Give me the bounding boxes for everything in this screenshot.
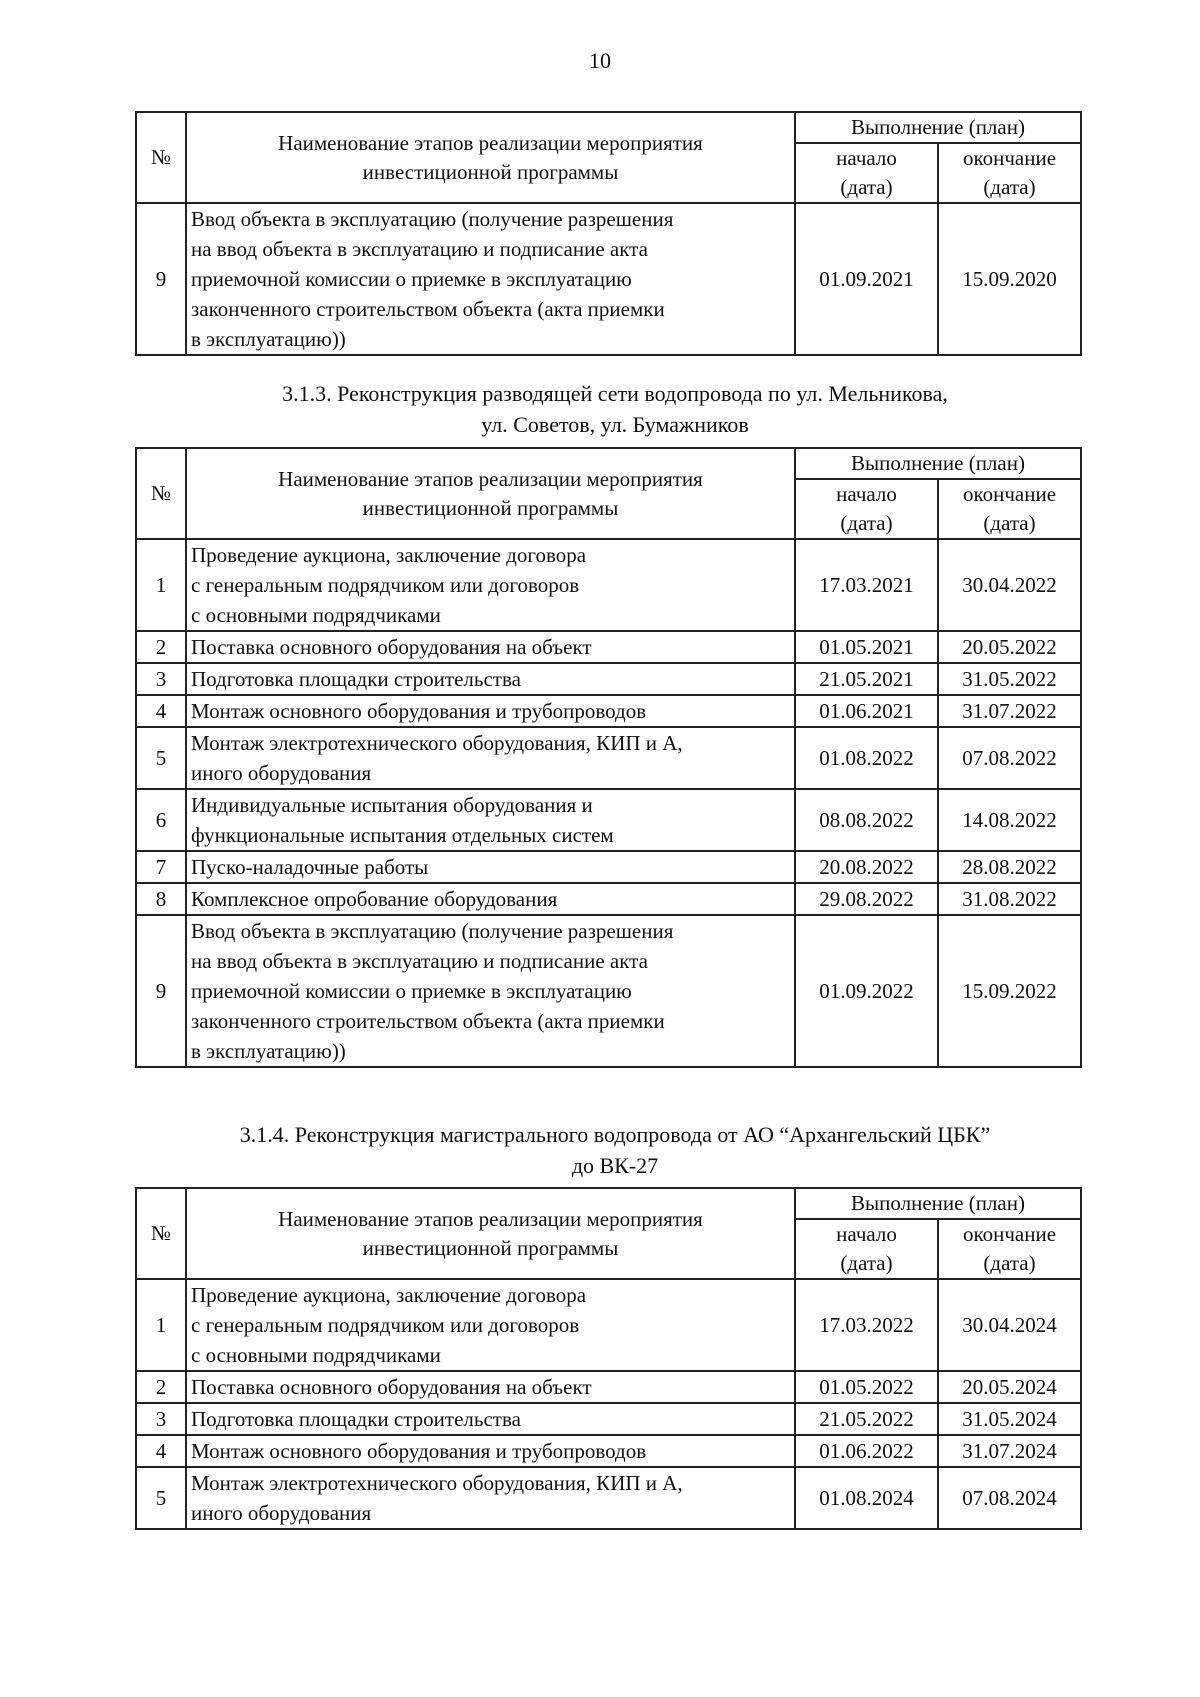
row-stage-name-line: Пуско-наладочные работы: [191, 855, 429, 879]
row-start-date: 01.08.2022: [795, 727, 938, 789]
row-start-date: 01.08.2024: [795, 1467, 938, 1529]
row-stage-name-line: с основными подрядчиками: [191, 603, 441, 627]
table-row: [136, 1467, 1081, 1529]
row-number: 6: [136, 789, 186, 851]
row-number: 9: [136, 915, 186, 1067]
row-number: 4: [136, 695, 186, 727]
row-stage-name: [186, 915, 795, 1067]
row-stage-name-line: Монтаж основного оборудования и трубопроводов: [191, 699, 647, 723]
row-stage-name-line: на ввод объекта в эксплуатацию и подписание акта: [191, 237, 648, 261]
row-stage-name: [186, 851, 795, 883]
header-end: [938, 479, 1081, 539]
header-num: №: [136, 112, 186, 203]
header-start-line1: начало: [836, 1222, 897, 1246]
row-start-date: 01.09.2022: [795, 915, 938, 1067]
row-stage-name-line: Подготовка площадки строительства: [191, 1407, 521, 1431]
row-stage-name-line: приемочной комиссии о приемке в эксплуатацию: [191, 267, 632, 291]
row-number: 9: [136, 203, 186, 355]
row-start-date: 01.09.2021: [795, 203, 938, 355]
header-stage-name: [186, 1188, 795, 1279]
row-stage-name-line: функциональные испытания отдельных систем: [191, 823, 614, 847]
header-end-line2: (дата): [983, 1251, 1036, 1275]
header-end-line1: окончание: [962, 482, 1057, 506]
row-start-date: 01.05.2021: [795, 631, 938, 663]
header-end-line2: (дата): [983, 511, 1036, 535]
row-stage-name-line: Ввод объекта в эксплуатацию (получение разрешения: [191, 919, 674, 943]
header-end-line2: (дата): [983, 175, 1036, 199]
row-start-date: 21.05.2021: [795, 663, 938, 695]
header-stage-name: [186, 112, 795, 203]
row-number: 7: [136, 851, 186, 883]
row-stage-name-line: Подготовка площадки строительства: [191, 667, 521, 691]
header-stage-name-line2: инвестиционной программы: [362, 495, 619, 520]
table-row: [136, 539, 1081, 631]
table-row: [136, 631, 1081, 663]
row-stage-name-line: Монтаж электротехнического оборудования, КИП и А,: [191, 731, 683, 755]
row-stage-name: [186, 539, 795, 631]
row-stage-name: [186, 883, 795, 915]
row-end-date: 31.08.2022: [938, 883, 1081, 915]
header-plan: Выполнение (план): [795, 448, 1081, 479]
section-313-title-line2: ул. Советов, ул. Бумажников: [481, 412, 749, 437]
row-stage-name: [186, 1279, 795, 1371]
row-stage-name: [186, 789, 795, 851]
row-stage-name: [186, 1371, 795, 1403]
row-stage-name-line: с генеральным подрядчиком или договоров: [191, 573, 580, 597]
row-end-date: 30.04.2022: [938, 539, 1081, 631]
header-start-line1: начало: [836, 146, 897, 170]
row-stage-name-line: на ввод объекта в эксплуатацию и подписание акта: [191, 949, 648, 973]
row-start-date: 08.08.2022: [795, 789, 938, 851]
row-stage-name: [186, 1467, 795, 1529]
header-start: [795, 479, 938, 539]
row-stage-name: [186, 631, 795, 663]
table-row: [136, 1403, 1081, 1435]
row-stage-name-line: с генеральным подрядчиком или договоров: [191, 1313, 580, 1337]
table-row: [136, 1435, 1081, 1467]
row-end-date: 20.05.2022: [938, 631, 1081, 663]
row-end-date: 31.05.2022: [938, 663, 1081, 695]
row-stage-name-line: Поставка основного оборудования на объект: [191, 1375, 592, 1399]
row-stage-name-line: в эксплуатацию)): [191, 327, 346, 351]
row-start-date: 01.06.2022: [795, 1435, 938, 1467]
header-num: №: [136, 448, 186, 539]
table-row: [136, 851, 1081, 883]
header-stage-name-line1: Наименование этапов реализации мероприятия: [278, 1206, 703, 1231]
row-stage-name-line: Поставка основного оборудования на объект: [191, 635, 592, 659]
header-plan: Выполнение (план): [795, 1188, 1081, 1219]
row-start-date: 17.03.2021: [795, 539, 938, 631]
table-row: [136, 1371, 1081, 1403]
row-start-date: 29.08.2022: [795, 883, 938, 915]
row-number: 3: [136, 663, 186, 695]
row-number: 2: [136, 1371, 186, 1403]
row-number: 2: [136, 631, 186, 663]
row-stage-name-line: Ввод объекта в эксплуатацию (получение разрешения: [191, 207, 674, 231]
row-number: 1: [136, 539, 186, 631]
row-number: 4: [136, 1435, 186, 1467]
row-end-date: 14.08.2022: [938, 789, 1081, 851]
header-row: [136, 448, 1081, 479]
row-stage-name-line: иного оборудования: [191, 761, 372, 785]
row-number: 5: [136, 727, 186, 789]
table-row: [136, 727, 1081, 789]
row-stage-name: [186, 727, 795, 789]
plan-table-313: [135, 447, 1082, 1068]
table-row: [136, 915, 1081, 1067]
row-end-date: 30.04.2024: [938, 1279, 1081, 1371]
header-stage-name: [186, 448, 795, 539]
table-row: [136, 789, 1081, 851]
row-stage-name-line: Монтаж электротехнического оборудования, КИП и А,: [191, 1471, 683, 1495]
header-start: [795, 1219, 938, 1279]
table-row: [136, 695, 1081, 727]
row-number: 3: [136, 1403, 186, 1435]
header-end: [938, 1219, 1081, 1279]
row-stage-name-line: Комплексное опробование оборудования: [191, 887, 558, 911]
row-start-date: 01.06.2021: [795, 695, 938, 727]
row-start-date: 21.05.2022: [795, 1403, 938, 1435]
row-start-date: 17.03.2022: [795, 1279, 938, 1371]
header-start-line1: начало: [836, 482, 897, 506]
row-end-date: 31.05.2024: [938, 1403, 1081, 1435]
row-stage-name: [186, 1403, 795, 1435]
header-stage-name-line2: инвестиционной программы: [362, 159, 619, 184]
row-stage-name-line: законченного строительством объекта (акта приемки: [191, 1009, 665, 1033]
row-stage-name: [186, 203, 795, 355]
row-end-date: 15.09.2022: [938, 915, 1081, 1067]
header-plan: Выполнение (план): [795, 112, 1081, 143]
section-314-title-line1: 3.1.4. Реконструкция магистрального водопровода от АО “Архангельский ЦБК”: [239, 1122, 991, 1147]
row-stage-name-line: иного оборудования: [191, 1501, 372, 1525]
header-start-line2: (дата): [840, 175, 893, 199]
row-stage-name-line: в эксплуатацию)): [191, 1039, 346, 1063]
row-stage-name-line: Монтаж основного оборудования и трубопроводов: [191, 1439, 647, 1463]
row-end-date: 20.05.2024: [938, 1371, 1081, 1403]
row-number: 8: [136, 883, 186, 915]
row-stage-name: [186, 695, 795, 727]
header-end-line1: окончание: [962, 1222, 1057, 1246]
row-start-date: 20.08.2022: [795, 851, 938, 883]
row-stage-name: [186, 663, 795, 695]
row-end-date: 31.07.2024: [938, 1435, 1081, 1467]
header-row: [136, 1188, 1081, 1219]
row-stage-name-line: Проведение аукциона, заключение договора: [191, 543, 587, 567]
plan-table-314: [135, 1187, 1082, 1530]
plan-table-continued: [135, 111, 1082, 356]
row-stage-name: [186, 1435, 795, 1467]
header-start-line2: (дата): [840, 1251, 893, 1275]
row-stage-name-line: Индивидуальные испытания оборудования и: [191, 793, 593, 817]
row-stage-name-line: законченного строительством объекта (акта приемки: [191, 297, 665, 321]
row-end-date: 07.08.2024: [938, 1467, 1081, 1529]
header-start: [795, 143, 938, 203]
row-end-date: 07.08.2022: [938, 727, 1081, 789]
header-row: [136, 112, 1081, 143]
row-number: 5: [136, 1467, 186, 1529]
section-314-title-line2: до ВК-27: [571, 1153, 659, 1178]
row-stage-name-line: Проведение аукциона, заключение договора: [191, 1283, 587, 1307]
row-stage-name-line: приемочной комиссии о приемке в эксплуатацию: [191, 979, 632, 1003]
table-row: [136, 1279, 1081, 1371]
table-row: [136, 663, 1081, 695]
header-stage-name-line1: Наименование этапов реализации мероприятия: [278, 130, 703, 155]
header-num: №: [136, 1188, 186, 1279]
header-stage-name-line1: Наименование этапов реализации мероприятия: [278, 466, 703, 491]
section-314-title: [135, 1119, 1095, 1181]
row-number: 1: [136, 1279, 186, 1371]
row-start-date: 01.05.2022: [795, 1371, 938, 1403]
row-end-date: 31.07.2022: [938, 695, 1081, 727]
table-row: [136, 203, 1081, 355]
header-start-line2: (дата): [840, 511, 893, 535]
row-end-date: 15.09.2020: [938, 203, 1081, 355]
table-row: [136, 883, 1081, 915]
row-end-date: 28.08.2022: [938, 851, 1081, 883]
row-stage-name-line: с основными подрядчиками: [191, 1343, 441, 1367]
page-number: 10: [589, 48, 611, 73]
header-end: [938, 143, 1081, 203]
header-stage-name-line2: инвестиционной программы: [362, 1235, 619, 1260]
header-end-line1: окончание: [962, 146, 1057, 170]
section-313-title: [135, 378, 1095, 440]
section-313-title-line1: 3.1.3. Реконструкция разводящей сети водопровода по ул. Мельникова,: [282, 381, 948, 406]
